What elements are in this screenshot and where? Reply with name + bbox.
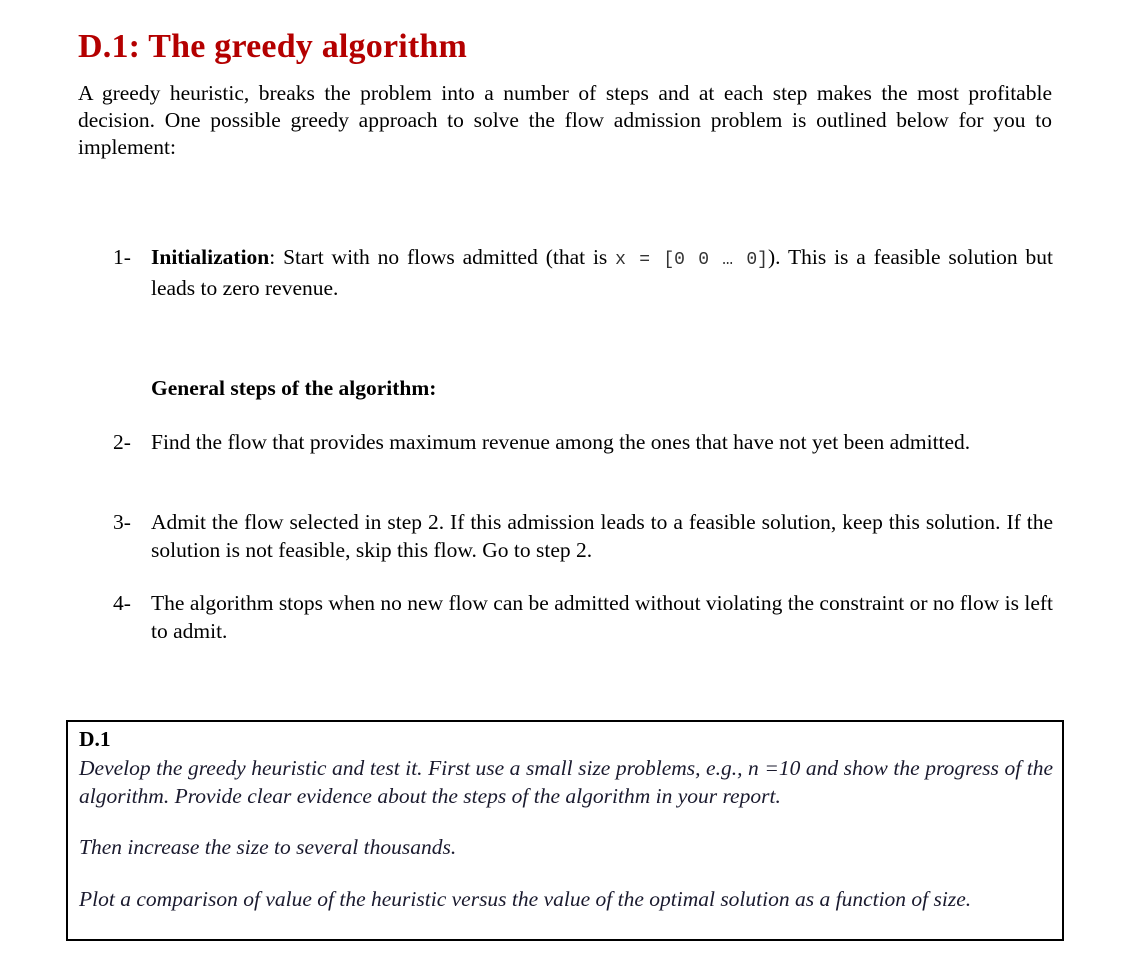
section-title: D.1: The greedy algorithm: [78, 28, 468, 65]
task-paragraph-1: Develop the greedy heuristic and test it. First use a small size problems, e.g., n =10 and show the progress of the algorithm. Provide clear evidence about the steps of the algorithm in your report.: [79, 756, 1053, 808]
step-text: [151, 243, 1053, 302]
step-text-a: : Start with no flows admitted (that is: [269, 245, 616, 269]
task-paragraph-3: Plot a comparison of value of the heuristic versus the value of the optimal solution as a function of size.: [79, 887, 972, 911]
intro-paragraph: A greedy heuristic, breaks the problem into a number of steps and at each step makes the most profitable decision. One possible greedy approach to solve the flow admission problem is outlined below for you to implement:: [78, 81, 1052, 159]
step-number: 2-: [113, 430, 131, 454]
step-text: The algorithm stops when no new flow can be admitted without violating the constraint or no flow is left to admit.: [151, 591, 1053, 643]
general-steps-heading: General steps of the algorithm:: [151, 376, 437, 400]
code-vector: x = [0 0 … 0]: [615, 250, 768, 270]
step-text-b: ). This is a feasible solution but leads to zero revenue.: [151, 245, 1053, 300]
step-number: 1-: [113, 245, 131, 269]
step-text: Find the flow that provides maximum revenue among the ones that have not yet been admitted.: [151, 430, 971, 454]
step-bold-label: Initialization: [151, 245, 270, 269]
step-text: Admit the flow selected in step 2. If this admission leads to a feasible solution, keep this solution. If the solution is not feasible, skip this flow. Go to step 2.: [151, 510, 1053, 562]
task-paragraph-2: Then increase the size to several thousands.: [79, 835, 457, 859]
task-box: [66, 720, 1064, 941]
task-label: D.1: [79, 727, 111, 751]
step-number: 4-: [113, 591, 131, 615]
step-number: 3-: [113, 510, 131, 534]
